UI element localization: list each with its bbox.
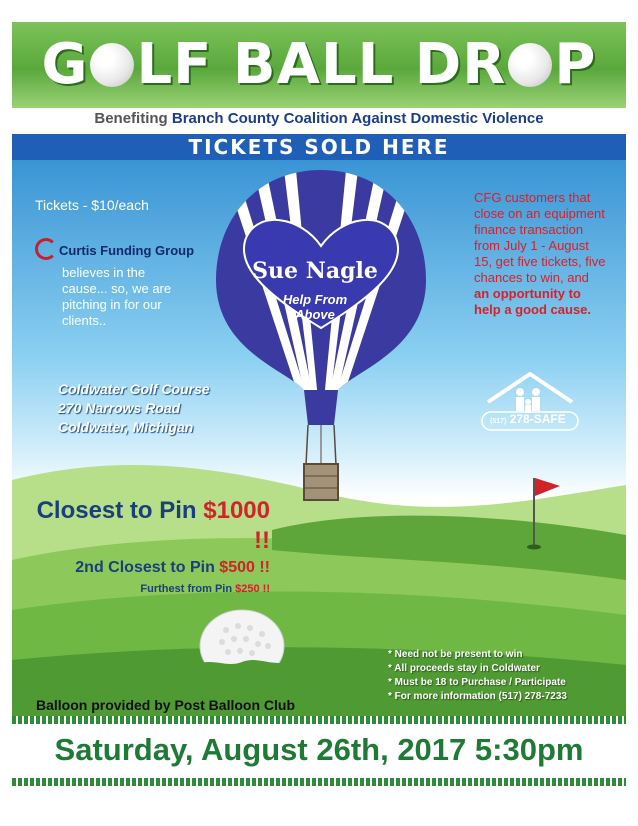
prize-amount: $500 !! bbox=[219, 559, 270, 576]
balloon-club-credit: Balloon provided by Post Balloon Club bbox=[36, 697, 296, 713]
prize-second-closest bbox=[30, 556, 270, 580]
prize-closest bbox=[30, 496, 270, 556]
prize-amount: $250 !! bbox=[235, 583, 270, 595]
ticket-price: Tickets - $10/each bbox=[35, 197, 149, 213]
cfg-offer-bold: an opportunity to help a good cause. bbox=[474, 286, 592, 317]
note-item: * All proceeds stay in Coldwater bbox=[388, 663, 540, 674]
balloon-tagline-1: Help From bbox=[282, 292, 348, 307]
golf-ball-icon bbox=[508, 43, 552, 87]
tickets-banner: TICKETS SOLD HERE bbox=[12, 134, 626, 160]
balloon-name: Sue Nagle bbox=[252, 258, 378, 284]
venue-name: Coldwater Golf Course bbox=[58, 381, 210, 397]
cfg-offer-text bbox=[474, 190, 606, 318]
benefiting-line bbox=[0, 110, 638, 127]
prize-label: Furthest from Pin bbox=[140, 583, 236, 595]
divider-stripe bbox=[12, 716, 626, 724]
logo-text: Curtis Funding Group bbox=[59, 243, 195, 258]
curtis-funding-logo bbox=[35, 238, 194, 260]
balloon-tagline-2: Above bbox=[295, 307, 335, 322]
divider-stripe bbox=[12, 778, 626, 786]
prize-furthest bbox=[30, 580, 270, 598]
hot-air-balloon-icon bbox=[196, 160, 446, 510]
safe-number: 278-SAFE bbox=[509, 412, 566, 426]
note-item: * Need not be present to win bbox=[388, 649, 523, 660]
prize-label: 2nd Closest to Pin bbox=[75, 559, 220, 576]
prize-list bbox=[30, 496, 270, 598]
page-title: G LF BALL DR P bbox=[41, 32, 597, 97]
golf-ball-icon bbox=[90, 43, 134, 87]
safe-area-code: (517) bbox=[490, 418, 507, 425]
golf-ball-icon bbox=[196, 606, 288, 676]
believes-text: believes in the cause... so, we are pitching in for our clients.. bbox=[62, 265, 172, 328]
balloon-tagline bbox=[240, 292, 390, 322]
note-item: * Must be 18 to Purchase / Participate bbox=[388, 677, 566, 688]
venue-street: 270 Narrows Road bbox=[58, 400, 181, 416]
benefiting-org: Branch County Coalition Against Domestic Violence bbox=[171, 110, 544, 127]
note-item: * For more information (517) 278-7233 bbox=[388, 691, 567, 702]
prize-amount: $1000 !! bbox=[203, 497, 270, 554]
title-band bbox=[12, 22, 626, 108]
event-date: Saturday, August 26th, 2017 5:30pm bbox=[54, 732, 584, 767]
golf-flag-icon bbox=[514, 472, 564, 552]
prize-label: Closest to Pin bbox=[36, 497, 204, 524]
benefiting-lead: Benefiting bbox=[94, 110, 168, 127]
event-notes bbox=[388, 648, 567, 704]
cfg-offer-plain: CFG customers that close on an equipment finance transaction from July 1 - August 15, get five tickets, five chances to win, and bbox=[474, 190, 606, 285]
venue-city: Coldwater, Michigan bbox=[58, 419, 194, 435]
venue-address bbox=[58, 380, 210, 437]
safe-hotline bbox=[490, 412, 566, 426]
curtis-logo-icon bbox=[35, 238, 57, 260]
